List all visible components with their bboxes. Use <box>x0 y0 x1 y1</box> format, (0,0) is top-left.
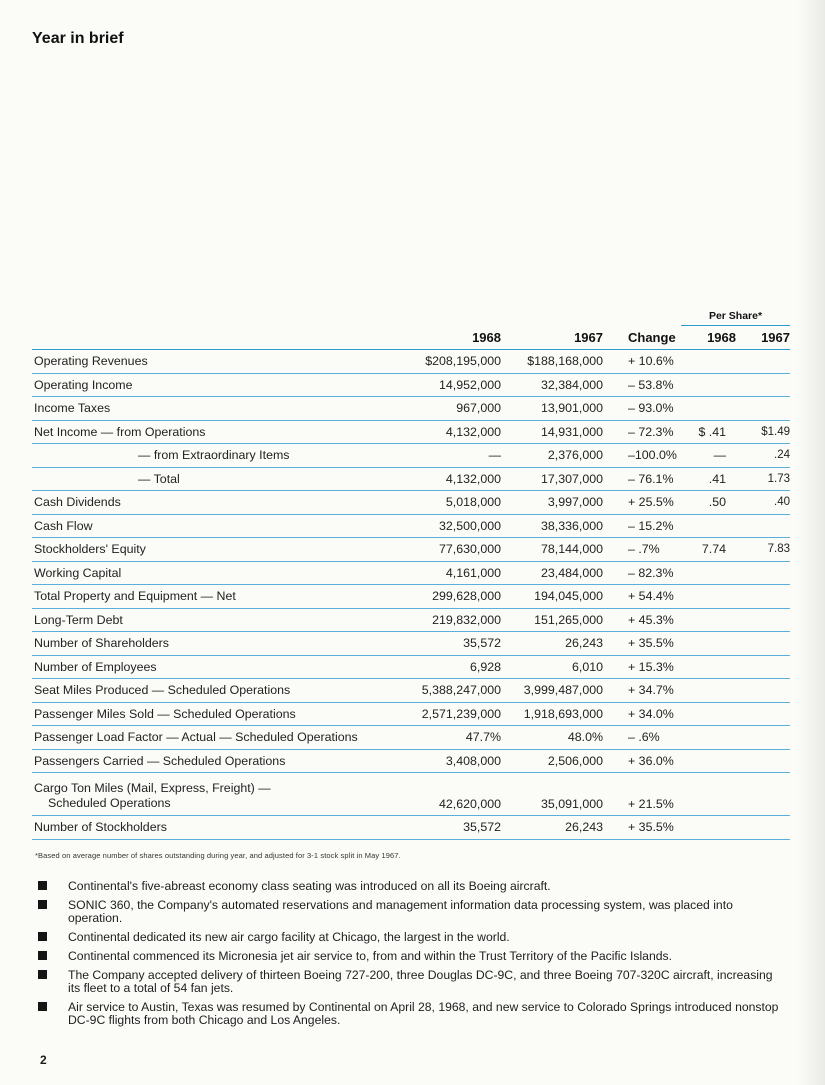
per-share-1968: — <box>681 444 736 468</box>
bullet-square-icon <box>38 900 47 909</box>
row-label-text: Stockholders' Equity <box>34 542 146 557</box>
row-label <box>32 749 388 773</box>
value-1968: 35,572 <box>388 816 501 840</box>
value-1968: 47.7% <box>388 726 501 750</box>
per-share-1967: .24 <box>736 444 790 468</box>
per-share-1967 <box>736 350 790 374</box>
table-row <box>32 491 790 515</box>
row-label <box>32 444 388 468</box>
list-item <box>38 969 783 995</box>
bullet-square-icon <box>38 881 47 890</box>
list-item-text: Continental's five-abreast economy class seating was introduced on all its Boeing aircraft. <box>68 879 551 893</box>
table-row <box>32 444 790 468</box>
table-row <box>32 373 790 397</box>
page-title: Year in brief <box>32 30 124 47</box>
change-value: – 82.3% <box>603 561 681 585</box>
row-label <box>32 726 388 750</box>
per-share-1967: 7.83 <box>736 538 790 562</box>
value-1968: 4,161,000 <box>388 561 501 585</box>
change-value: + 45.3% <box>603 608 681 632</box>
value-1967: 3,999,487,000 <box>501 679 603 703</box>
value-1967: 78,144,000 <box>501 538 603 562</box>
per-share-1968 <box>681 702 736 726</box>
value-1968: 3,408,000 <box>388 749 501 773</box>
column-header-row <box>32 326 790 350</box>
row-label <box>32 420 388 444</box>
value-1967: $188,168,000 <box>501 350 603 374</box>
table-row <box>32 632 790 656</box>
table-body <box>32 350 790 840</box>
header-1968: 1968 <box>388 326 501 350</box>
row-label-continuation: Scheduled Operations <box>48 796 171 810</box>
list-item <box>38 1001 783 1027</box>
row-label-text: Operating Income <box>34 377 133 392</box>
row-label-text: Number of Stockholders <box>34 820 167 835</box>
row-label <box>32 608 388 632</box>
per-share-1968: $ .41 <box>681 420 736 444</box>
per-share-1967: .40 <box>736 491 790 515</box>
value-1967: 38,336,000 <box>501 514 603 538</box>
per-share-1967 <box>736 749 790 773</box>
value-1968: 6,928 <box>388 655 501 679</box>
value-1968: 299,628,000 <box>388 585 501 609</box>
per-share-1968 <box>681 726 736 750</box>
value-1967: 13,901,000 <box>501 397 603 421</box>
row-label <box>32 655 388 679</box>
value-1968: 219,832,000 <box>388 608 501 632</box>
value-1967: 48.0% <box>501 726 603 750</box>
table-row <box>32 655 790 679</box>
change-value: + 54.4% <box>603 585 681 609</box>
list-item-text: The Company accepted delivery of thirteen Boeing 727-200, three Douglas DC-9C, and three Boeing 707-320C aircraft, increasing its fleet to a total of 54 fan jets. <box>68 968 773 995</box>
list-item <box>38 950 783 963</box>
value-1968: 77,630,000 <box>388 538 501 562</box>
per-share-header-row <box>32 300 790 326</box>
row-label <box>32 514 388 538</box>
table-row <box>32 679 790 703</box>
per-share-1968 <box>681 679 736 703</box>
row-label-text: Cargo Ton Miles (Mail, Express, Freight) — <box>34 781 271 795</box>
per-share-1968 <box>681 608 736 632</box>
value-1968: 14,952,000 <box>388 373 501 397</box>
value-1967: 6,010 <box>501 655 603 679</box>
row-label-text: — Total <box>138 471 180 486</box>
change-value: + 35.5% <box>603 816 681 840</box>
per-share-1968 <box>681 373 736 397</box>
header-label <box>32 326 388 350</box>
table-row <box>32 467 790 491</box>
bullet-square-icon <box>38 951 47 960</box>
table-row <box>32 726 790 750</box>
bullet-square-icon <box>38 932 47 941</box>
list-item <box>38 880 783 893</box>
change-value: –100.0% <box>603 444 681 468</box>
per-share-1968: .41 <box>681 467 736 491</box>
per-share-1967 <box>736 585 790 609</box>
change-value: – 72.3% <box>603 420 681 444</box>
per-share-1968 <box>681 655 736 679</box>
row-label <box>32 397 388 421</box>
row-label-text: Cash Dividends <box>34 495 121 510</box>
row-label-text: Working Capital <box>34 565 122 580</box>
per-share-1968 <box>681 773 736 816</box>
row-label-text: Passenger Miles Sold — Scheduled Operations <box>34 706 296 721</box>
page-edge-shadow <box>797 0 825 1085</box>
value-1967: 14,931,000 <box>501 420 603 444</box>
value-1967: 2,506,000 <box>501 749 603 773</box>
change-value: + 34.0% <box>603 702 681 726</box>
per-share-1967 <box>736 632 790 656</box>
value-1968: 5,388,247,000 <box>388 679 501 703</box>
row-label <box>32 491 388 515</box>
highlights-list <box>38 880 783 1033</box>
table-row <box>32 773 790 816</box>
per-share-1967 <box>736 655 790 679</box>
change-value: + 35.5% <box>603 632 681 656</box>
row-label-text: Passengers Carried — Scheduled Operations <box>34 753 286 768</box>
value-1968: 2,571,239,000 <box>388 702 501 726</box>
value-1967: 26,243 <box>501 632 603 656</box>
value-1967: 3,997,000 <box>501 491 603 515</box>
list-item-text: Continental commenced its Micronesia jet air service to, from and within the Trust Territory of the Pacific Islands. <box>68 949 672 963</box>
change-value: – .7% <box>603 538 681 562</box>
value-1967: 23,484,000 <box>501 561 603 585</box>
per-share-1968 <box>681 350 736 374</box>
header-1967: 1967 <box>501 326 603 350</box>
table-row <box>32 585 790 609</box>
change-value: + 25.5% <box>603 491 681 515</box>
per-share-1967 <box>736 726 790 750</box>
header-per-share-1968: 1968 <box>681 326 736 350</box>
row-label-text: Income Taxes <box>34 401 111 416</box>
per-share-1967: $1.49 <box>736 420 790 444</box>
header-per-share-1967: 1967 <box>736 326 790 350</box>
list-item-text: Continental dedicated its new air cargo facility at Chicago, the largest in the world. <box>68 930 510 944</box>
row-label-text: Seat Miles Produced — Scheduled Operations <box>34 683 291 698</box>
per-share-1967 <box>736 373 790 397</box>
change-value: – .6% <box>603 726 681 750</box>
row-label <box>32 350 388 374</box>
table-row <box>32 514 790 538</box>
header-change: Change <box>603 326 681 350</box>
row-label-text: Operating Revenues <box>34 354 148 369</box>
change-value: – 53.8% <box>603 373 681 397</box>
table-row <box>32 561 790 585</box>
per-share-1968 <box>681 816 736 840</box>
table-row <box>32 702 790 726</box>
bullet-square-icon <box>38 970 47 979</box>
per-share-1967 <box>736 773 790 816</box>
table-row <box>32 816 790 840</box>
change-value: + 34.7% <box>603 679 681 703</box>
financial-summary-table <box>32 300 790 840</box>
per-share-1968 <box>681 397 736 421</box>
row-label <box>32 816 388 840</box>
per-share-1968: 7.74 <box>681 538 736 562</box>
change-value: + 36.0% <box>603 749 681 773</box>
per-share-1968: .50 <box>681 491 736 515</box>
row-label-text: Cash Flow <box>34 518 93 533</box>
per-share-1968 <box>681 749 736 773</box>
per-share-label: Per Share* <box>681 300 790 326</box>
per-share-1967 <box>736 702 790 726</box>
row-label <box>32 373 388 397</box>
row-label <box>32 679 388 703</box>
per-share-1967 <box>736 608 790 632</box>
change-value: + 15.3% <box>603 655 681 679</box>
list-item <box>38 931 783 944</box>
change-value: + 21.5% <box>603 773 681 816</box>
per-share-1968 <box>681 585 736 609</box>
row-label <box>32 585 388 609</box>
value-1967: 26,243 <box>501 816 603 840</box>
value-1968: 32,500,000 <box>388 514 501 538</box>
value-1968: 5,018,000 <box>388 491 501 515</box>
table-row <box>32 608 790 632</box>
per-share-1967 <box>736 514 790 538</box>
row-label <box>32 561 388 585</box>
bullet-square-icon <box>38 1002 47 1011</box>
list-item-text: Air service to Austin, Texas was resumed by Continental on April 28, 1968, and new service to Colorado Springs introduced nonstop DC-9C flights from both Chicago and Los Angeles. <box>68 1000 779 1027</box>
value-1968: 35,572 <box>388 632 501 656</box>
per-share-1968 <box>681 514 736 538</box>
change-value: – 93.0% <box>603 397 681 421</box>
table-row <box>32 397 790 421</box>
table-row <box>32 350 790 374</box>
page-number: 2 <box>40 1053 47 1067</box>
per-share-1968 <box>681 632 736 656</box>
list-item-text: SONIC 360, the Company's automated reservations and management information data processing system, was placed into operation. <box>68 898 733 925</box>
row-label-text: Number of Shareholders <box>34 636 169 651</box>
value-1968: 4,132,000 <box>388 467 501 491</box>
value-1967: 151,265,000 <box>501 608 603 632</box>
row-label <box>32 773 388 816</box>
row-label-text: Number of Employees <box>34 659 157 674</box>
row-label-text: Net Income — from Operations <box>34 424 206 439</box>
row-label-text: Total Property and Equipment — Net <box>34 589 236 604</box>
list-item <box>38 899 783 925</box>
per-share-1967 <box>736 561 790 585</box>
change-value: – 76.1% <box>603 467 681 491</box>
value-1967: 1,918,693,000 <box>501 702 603 726</box>
footnote: *Based on average number of shares outstanding during year, and adjusted for 3-1 stock split in May 1967. <box>35 851 401 860</box>
value-1967: 32,384,000 <box>501 373 603 397</box>
table-row <box>32 420 790 444</box>
per-share-1967: 1.73 <box>736 467 790 491</box>
row-label <box>32 538 388 562</box>
row-label-text: Long-Term Debt <box>34 612 123 627</box>
row-label <box>32 702 388 726</box>
value-1967: 17,307,000 <box>501 467 603 491</box>
row-label <box>32 467 388 491</box>
table-row <box>32 749 790 773</box>
table-row <box>32 538 790 562</box>
per-share-1967 <box>736 816 790 840</box>
value-1968: $208,195,000 <box>388 350 501 374</box>
per-share-1968 <box>681 561 736 585</box>
value-1967: 2,376,000 <box>501 444 603 468</box>
value-1968: — <box>388 444 501 468</box>
value-1968: 967,000 <box>388 397 501 421</box>
value-1967: 194,045,000 <box>501 585 603 609</box>
row-label <box>32 632 388 656</box>
per-share-1967 <box>736 679 790 703</box>
change-value: – 15.2% <box>603 514 681 538</box>
value-1967: 35,091,000 <box>501 773 603 816</box>
row-label-text: Passenger Load Factor — Actual — Scheduled Operations <box>34 730 358 745</box>
value-1968: 4,132,000 <box>388 420 501 444</box>
per-share-1967 <box>736 397 790 421</box>
change-value: + 10.6% <box>603 350 681 374</box>
row-label-text: — from Extraordinary Items <box>138 448 290 463</box>
value-1968: 42,620,000 <box>388 773 501 816</box>
